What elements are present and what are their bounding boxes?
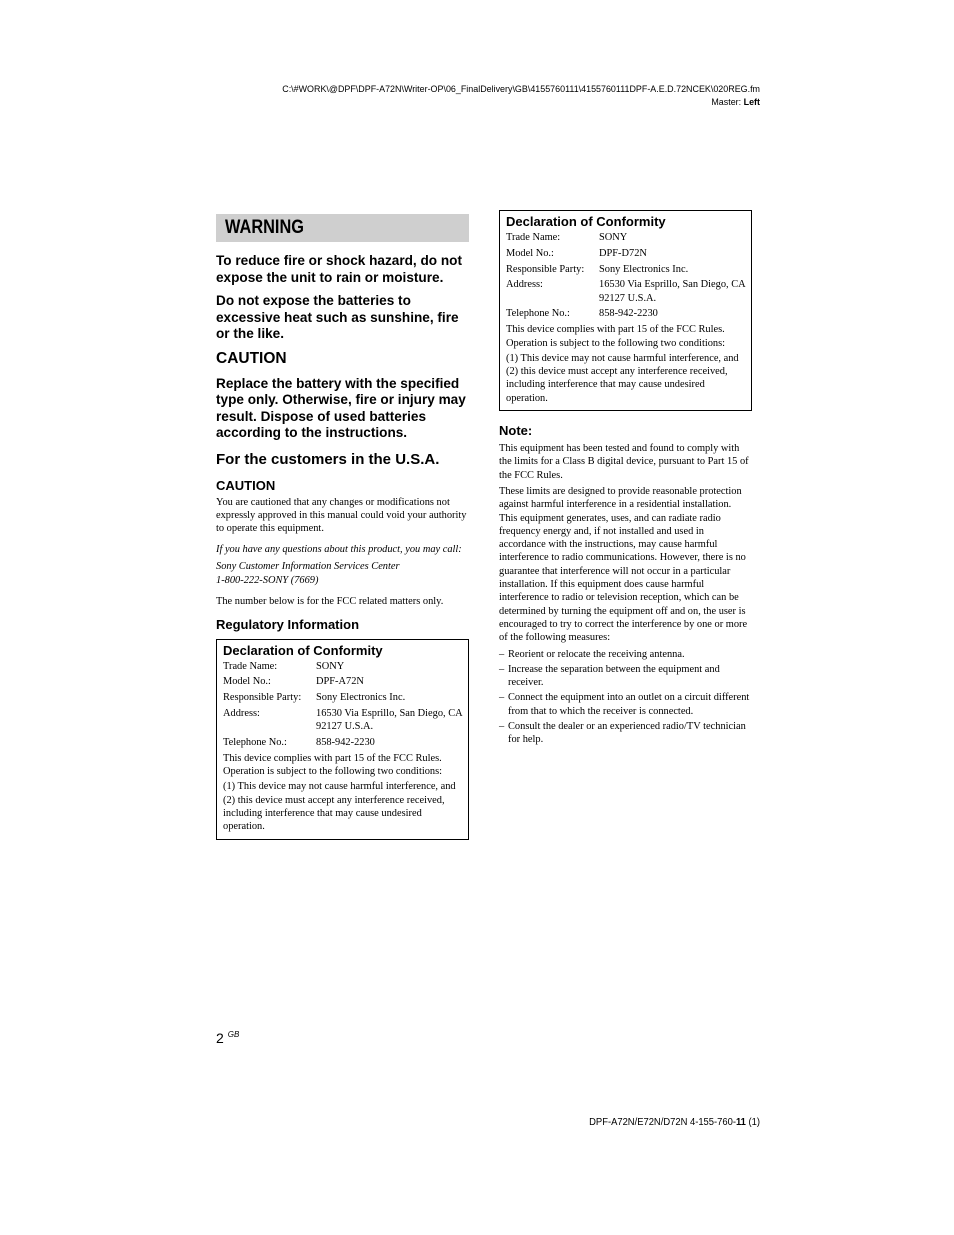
usa-caution-title: CAUTION <box>216 477 276 493</box>
page-number-value: 2 <box>216 1030 224 1046</box>
compliance-statement: This device complies with part 15 of the FCC Rules. Operation is subject to the following two conditions: <box>223 752 443 778</box>
field-value: 16530 Via Esprillo, San Diego, CA 92127 U.S.A. <box>316 707 463 733</box>
field-label: Telephone No.: <box>223 737 287 749</box>
field-label: Model No.: <box>223 676 271 688</box>
service-center-name: Sony Customer Information Services Center <box>216 560 400 572</box>
field-label: Telephone No.: <box>506 308 570 320</box>
list-item <box>499 648 752 661</box>
left-column <box>216 214 469 840</box>
list-item-text: Connect the equipment into an outlet on a circuit different from that to which the receiver is connected. <box>508 692 750 717</box>
master-line <box>234 96 760 109</box>
dash-bullet: – <box>499 648 505 660</box>
fcc-number-text: The number below is for the FCC related matters only. <box>216 596 444 608</box>
table-row <box>506 278 746 307</box>
warning-title: WARNING <box>225 217 304 238</box>
table-row <box>223 691 463 707</box>
table-row <box>506 307 746 323</box>
compliance-statement: This device complies with part 15 of the FCC Rules. Operation is subject to the following two conditions: <box>506 324 726 349</box>
table-row <box>223 736 463 752</box>
conditions-statement: (1) This device may not cause harmful interference, and (2) this device must accept any interference received, including interference that may cause undesired operation. <box>506 352 739 404</box>
table-row <box>223 675 463 691</box>
dash-bullet: – <box>499 692 505 704</box>
field-value: Sony Electronics Inc. <box>599 263 689 275</box>
file-path: C:\#WORK\@DPF\DPF-A72N\Writer-OP\06_FinalDelivery\GB\4155760111\4155760111DPF-A.E.D.72NCEK\020REG.fm <box>282 84 760 95</box>
list-item <box>499 691 752 718</box>
page-number <box>216 1030 239 1046</box>
field-label: Address: <box>506 279 543 291</box>
declaration-title: Declaration of Conformity <box>506 214 666 229</box>
footer-prefix: DPF-A72N/E72N/D72N 4-155-760- <box>589 1117 736 1128</box>
table-row <box>506 231 746 247</box>
caution-text: Replace the battery with the specified type only. Otherwise, fire or injury may result. Dispose of used batteries according to the instructions. <box>216 375 466 440</box>
list-item-text: Reorient or relocate the receiving antenna. <box>508 648 685 660</box>
file-path-header <box>234 83 760 109</box>
note-paragraph-1: This equipment has been tested and found to comply with the limits for a Class B digital device, pursuant to Part 15 of the FCC Rules. <box>499 443 749 481</box>
service-center-phone: 1-800-222-SONY (7669) <box>216 574 319 586</box>
master-label: Master: <box>711 97 744 108</box>
conditions-statement: (1) This device may not cause harmful interference, and (2) this device must accept any interference received, including interference that may cause undesired operation. <box>223 781 456 833</box>
field-value: SONY <box>316 660 345 672</box>
caution-title: CAUTION <box>216 349 287 367</box>
table-row <box>506 247 746 263</box>
dash-bullet: – <box>499 663 505 675</box>
field-value: 16530 Via Esprillo, San Diego, CA 92127 U.S.A. <box>599 279 746 304</box>
field-label: Responsible Party: <box>223 692 302 704</box>
page-number-suffix: GB <box>227 1030 240 1039</box>
declaration-of-conformity-box-a72n <box>216 639 469 840</box>
list-item <box>499 720 752 747</box>
document-code-footer <box>422 1117 760 1128</box>
field-label: Address: <box>223 707 260 719</box>
field-value: SONY <box>599 232 628 243</box>
list-item-text: Increase the separation between the equipment and receiver. <box>508 663 720 689</box>
table-row <box>223 660 463 676</box>
note-paragraph-2: These limits are designed to provide reasonable protection against harmful interference in a residential installation. This equipment generates, uses, and can radiate radio frequency energy and, if not installed and used in accordance with the instructions, may cause harmful interference to radio communications. However, there is no guarantee that interference will not occur in a particular installation. If this equipment does cause harmful interference to radio or television reception, which can be determined by turning the equipment off and on, the user is encouraged to try to correct the interference by one or more of the following measures: <box>499 485 748 644</box>
regulatory-info-title: Regulatory Information <box>216 616 360 632</box>
list-item <box>499 663 752 690</box>
field-value: Sony Electronics Inc. <box>316 692 406 704</box>
table-row <box>506 263 746 279</box>
declaration-table <box>223 660 463 752</box>
field-label: Trade Name: <box>223 660 278 672</box>
note-title: Note: <box>499 423 533 439</box>
usa-caution-text: You are cautioned that any changes or modifications not expressly approved in this manual could void your authority to operate this equipment. <box>216 496 467 535</box>
dash-bullet: – <box>499 721 505 732</box>
list-item-text: Consult the dealer or an experienced radio/TV technician for help. <box>508 721 746 746</box>
declaration-table <box>506 231 746 323</box>
questions-text: If you have any questions about this product, you may call: <box>216 544 462 556</box>
right-column <box>499 210 752 749</box>
table-row <box>223 707 463 736</box>
warning-paragraph-2: Do not expose the batteries to excessive heat such as sunshine, fire or the like. <box>216 293 459 341</box>
field-label: Model No.: <box>506 247 554 259</box>
usa-section-title: For the customers in the U.S.A. <box>216 450 440 468</box>
declaration-of-conformity-box-d72n <box>499 210 752 411</box>
footer-bold: 11 <box>735 1117 746 1128</box>
master-value: Left <box>743 97 760 108</box>
measures-list <box>499 648 752 747</box>
field-value: 858-942-2230 <box>599 308 658 320</box>
field-value: DPF-D72N <box>599 247 647 259</box>
field-label: Responsible Party: <box>506 263 585 275</box>
warning-heading-bar <box>216 214 469 242</box>
footer-suffix: (1) <box>745 1117 760 1128</box>
warning-paragraph-1: To reduce fire or shock hazard, do not expose the unit to rain or moisture. <box>216 253 462 285</box>
field-label: Trade Name: <box>506 232 561 243</box>
declaration-title: Declaration of Conformity <box>223 642 383 658</box>
field-value: DPF-A72N <box>316 676 364 688</box>
field-value: 858-942-2230 <box>316 737 375 749</box>
